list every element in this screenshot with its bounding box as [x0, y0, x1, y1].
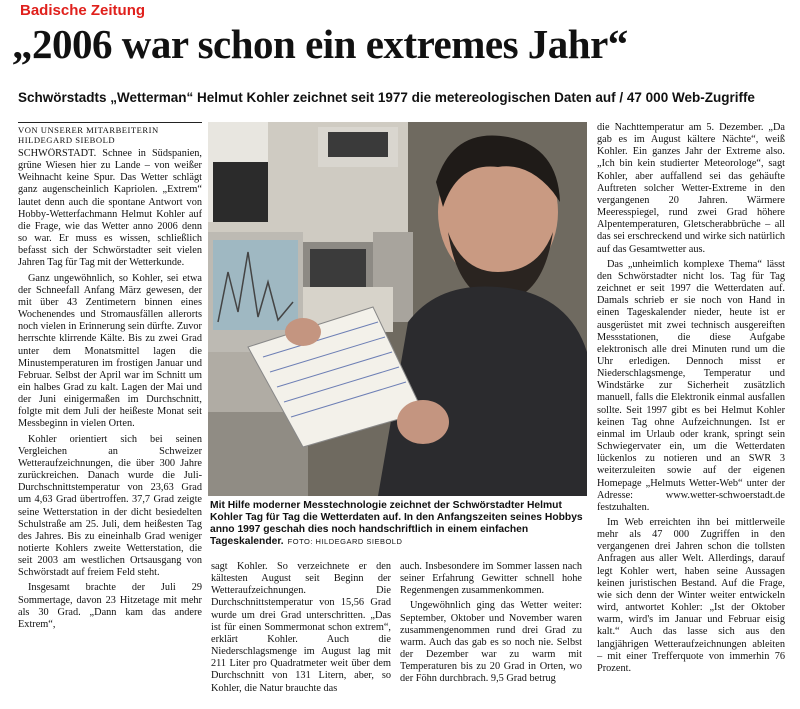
article-column-4 — [597, 122, 785, 709]
article-column-3 — [400, 561, 582, 709]
article-column-1 — [18, 148, 202, 708]
photo-illustration — [208, 122, 587, 496]
paragraph: die Nachttemperatur am 5. Dezember. „Da gab es im August kältere Nächte“, weiß Kohler. Ein ganzes Jahr der Extreme also. „Ich bin kein studierter Meteorologe“, sagt Kohler, aber auffallend sei das gehäufte Auftreten solcher Wetter-Extreme in den vergangenen 20 Jahren. Wärmere Meeresspiegel, rund zwei Grad höhere Alpentemperaturen, Gletscherabbrüche – all das sei erschreckend und wirke sich natürlich auf das Gesamtwetter aus. — [597, 122, 785, 255]
paragraph: auch. Insbesondere im Sommer lassen nach seiner Erfahrung Gewitter schnell hohe Regenmengen zusammenkommen. — [400, 561, 582, 597]
article-photo — [208, 122, 587, 496]
byline-author: HILDEGARD SIEBOLD — [18, 135, 116, 145]
paragraph: sagt Kohler. So verzeichnete er den kältesten August seit Beginn der Wetteraufzeichnungen. Die Durchschnittstemperatur von 15,56 Grad wurde um drei Grad unterschritten. „Das ist für einen Sommermonat schon extrem“, erklärt Kohler. Auch die Niederschlagsmenge im August lag mit 211 Liter pro Quadratmeter weit über dem Durchschnitt von 131 Litern, aber, so Kohler, die Natur brauchte das — [211, 561, 391, 694]
subheadline: Schwörstadts „Wetterman“ Helmut Kohler zeichnet seit 1977 die metereologischen Daten auf / 47 000 Web-Zugriffe — [18, 90, 755, 105]
headline: „2006 war schon ein extremes Jahr“ — [12, 21, 628, 67]
paragraph: Im Web erreichten ihn bei mittlerweile mehr als 47 000 Zugriffen in den vergangenen drei Jahren schon die tollsten Anfragen aus aller Welt. Allerdings, darauf legt Kohler wert, haben seine Aussagen keinen juristischen Bestand. Auf die Frage, wie sich denn der Winter weiter entwickeln wird, antwortet Kohler: „Ist der Oktober warm, wird's im Januar und Februar eisig kalt.“ Auch das lasse sich aus den langjährigen Wetteraufzeichnungen ableiten – mit einer Trefferquote von immerhin 76 Prozent. — [597, 517, 785, 674]
paragraph: SCHWÖRSTADT. Schnee in Südspanien, grüne Wiesen hier zu Lande – von weißer Weihnacht keine Spur. Das Wetter schlägt ganz augenscheinlich Kapriolen. „Extrem“ lautet denn auch die spontane Antwort von Hobby-Wetterfachmann Helmut Kohler auf die Frage, wie das Wetter anno 2006 denn so war. Er muss es wissen, schließlich befasst sich der Schwörstadter seit vielen Jahren Tag für Tag mit der Wetterkunde. — [18, 148, 202, 269]
paragraph: Ganz ungewöhnlich, so Kohler, sei etwa der Schneefall Anfang März gewesen, der mit über 43 Zentimetern binnen eines Wochenendes und Stromausfällen allerorts noch vielen in Erinnerung sein dürfte. Zuvor herrschte klirrende Kälte. Bis zu zwei Grad unter dem Monatsmittel lagen die Minustemperaturen im frostigen Januar und Februar. Selbst der April war im Schnitt um ein halbes Grad zu kalt. Lagen der Mai und der Juni einigermaßen im Durchschnitt, folgte mit dem Juli der heißeste Monat seit Messbeginn in vielen Orten. — [18, 272, 202, 430]
caption-text: Mit Hilfe moderner Messtechnologie zeichnet der Schwörstadter Helmut Kohler Tag für Tag die Wetterdaten auf. In den Anfangszeiten seines Hobbys anno 1997 geschah dies noch handschriftlich in einem einfachen Tageskalender. — [210, 500, 583, 547]
paragraph: Insgesamt brachte der Juli 29 Sommertage, davon 23 Hitzetage mit mehr als 30 Grad. „Dann kam das andere Extrem“, — [18, 582, 202, 630]
paragraph: Das „unheimlich komplexe Thema“ lässt den Schwörstadter nicht los. Tag für Tag zeichnet er seit 1997 die Wetterdaten auf. Damals schrieb er sie noch von Hand in einen Tageskalender nieder, heute ist er ausgerüstet mit zwei technisch ausgereiften Messstationen, die diese Aufgabe elektronisch alle drei Minuten rund um die Uhr erledigen. Dennoch misst er Niederschlagsmenge, Temperatur und Windstärke zur Sicherheit zusätzlich manuell, falls die Elektronik einmal ausfallen sollte. Seit 1997 gibt es bei Helmut Kohler keinen Tag ohne Aufzeichnungen. Ist er einmal im Urlaub oder krank, springt sein Schwiegervater ein, um die Wetterdaten lückenlos zu notieren und an SWR 3 weiterzuleiten sowie auf der eigenen Homepage „Helmuts Wetter-Web“ unter der Adresse: www.wetter-schwoerstadt.de festzuhalten. — [597, 258, 785, 513]
byline — [18, 122, 202, 145]
photo-credit: FOTO: HILDEGARD SIEBOLD — [287, 537, 403, 546]
article-column-2 — [211, 561, 391, 709]
byline-role: VON UNSERER MITARBEITERIN — [18, 125, 159, 135]
paragraph: Ungewöhnlich ging das Wetter weiter: September, Oktober und November waren zusammengenommen rund drei Grad zu warm. Auch das gab es so noch nie. Selbst der Dezember war zu warm mit Temperaturen bis zu 20 Grad in Orten, wo der Föhn durchbrach. 9,5 Grad betrug — [400, 600, 582, 685]
newspaper-name: Badische Zeitung — [20, 2, 146, 19]
photo-caption — [210, 500, 585, 548]
paragraph: Kohler orientiert sich bei seinen Vergleichen an Schweizer Wetteraufzeichnungen, die über 300 Jahre zurückreichen. Danach wurde die Juli-Durchschnittstemperatur von 23,63 Grad um 4,63 Grad übertroffen. 37,7 Grad zeigte seine Wetterstation in der dicht besiedelten Schulstraße am 25. Juli, dem heißesten Tag des Jahres. Bis zu eineinhalb Grad weniger notierte Kohlers zweite Wetterstation, die seit 2003 am westlichen Ortsausgang von Schwörstadt auf freiem Feld steht. — [18, 433, 202, 579]
